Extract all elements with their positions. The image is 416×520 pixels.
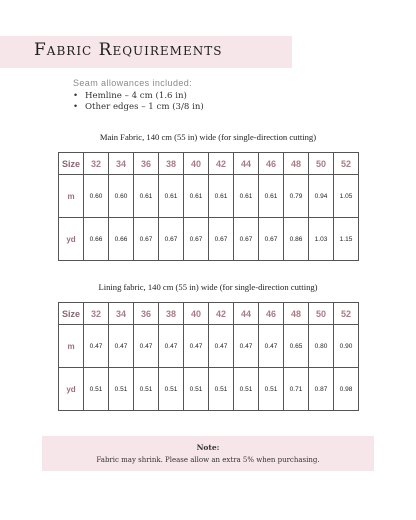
main-fabric-caption: Main Fabric, 140 cm (55 in) wide (for single-direction cutting) [99, 132, 317, 142]
note-box [42, 436, 374, 471]
note-title: Note: [196, 443, 220, 452]
size-column-header: 52 [334, 153, 359, 175]
table-cell: 0.67 [209, 218, 234, 261]
table-cell: 0.94 [309, 175, 334, 218]
table-cell: 0.51 [84, 368, 109, 411]
seam-allowances-heading: Seam allowances included: [73, 78, 193, 88]
size-column-header: 42 [209, 303, 234, 325]
table-cell: 0.51 [209, 368, 234, 411]
table-cell: 0.61 [209, 175, 234, 218]
table-cell: 0.65 [284, 325, 309, 368]
table-cell: 0.61 [134, 175, 159, 218]
table-cell: 0.66 [84, 218, 109, 261]
size-column-header: 48 [284, 153, 309, 175]
size-column-header: 42 [209, 153, 234, 175]
table-cell: 0.66 [109, 218, 134, 261]
size-column-header: 38 [159, 153, 184, 175]
table-cell: 0.79 [284, 175, 309, 218]
table-cell: 0.61 [259, 175, 284, 218]
size-column-header: 44 [234, 153, 259, 175]
table-cell: 0.47 [209, 325, 234, 368]
size-column-header: 46 [259, 153, 284, 175]
table-cell: 0.51 [259, 368, 284, 411]
list-item [73, 91, 204, 102]
table-cell: 0.80 [309, 325, 334, 368]
page-title: Fabric Requirements [34, 40, 223, 60]
size-column-header: 50 [309, 153, 334, 175]
table-cell: 0.67 [134, 218, 159, 261]
size-header: Size [59, 153, 84, 175]
table-cell: 0.51 [109, 368, 134, 411]
unit-label: yd [59, 218, 84, 261]
table-cell: 0.47 [234, 325, 259, 368]
size-column-header: 48 [284, 303, 309, 325]
size-column-header: 38 [159, 303, 184, 325]
table-cell: 0.47 [159, 325, 184, 368]
table-cell: 0.51 [134, 368, 159, 411]
size-column-header: 44 [234, 303, 259, 325]
size-header: Size [59, 303, 84, 325]
table-header-row [59, 153, 359, 175]
unit-label: yd [59, 368, 84, 411]
main-fabric-table [58, 152, 359, 261]
unit-label: m [59, 325, 84, 368]
table-cell: 0.60 [84, 175, 109, 218]
table-cell: 0.61 [184, 175, 209, 218]
size-column-header: 46 [259, 303, 284, 325]
table-cell: 0.86 [284, 218, 309, 261]
size-column-header: 32 [84, 153, 109, 175]
table-cell: 0.51 [184, 368, 209, 411]
table-row [59, 368, 359, 411]
table-cell: 0.47 [259, 325, 284, 368]
size-column-header: 34 [109, 153, 134, 175]
table-cell: 0.51 [159, 368, 184, 411]
table-cell: 0.61 [234, 175, 259, 218]
table-cell: 0.98 [334, 368, 359, 411]
size-column-header: 36 [134, 303, 159, 325]
bullet-icon: • [73, 91, 79, 101]
size-column-header: 34 [109, 303, 134, 325]
table-cell: 0.67 [234, 218, 259, 261]
table-cell: 0.67 [159, 218, 184, 261]
table-cell: 0.47 [184, 325, 209, 368]
table-row [59, 175, 359, 218]
size-column-header: 50 [309, 303, 334, 325]
table-header-row [59, 303, 359, 325]
table-cell: 1.05 [334, 175, 359, 218]
table-cell: 0.61 [159, 175, 184, 218]
table-cell: 0.47 [84, 325, 109, 368]
list-item [73, 102, 204, 113]
seam-item-hemline: Hemline – 4 cm (1.6 in) [85, 91, 187, 101]
table-cell: 0.67 [259, 218, 284, 261]
size-column-header: 40 [184, 303, 209, 325]
table-cell: 0.51 [234, 368, 259, 411]
note-text: Fabric may shrink. Please allow an extra 5% when purchasing. [96, 456, 320, 464]
table-cell: 0.67 [184, 218, 209, 261]
seam-item-other-edges: Other edges – 1 cm (3/8 in) [85, 102, 204, 112]
table-cell: 0.47 [109, 325, 134, 368]
table-row [59, 325, 359, 368]
size-column-header: 32 [84, 303, 109, 325]
size-column-header: 40 [184, 153, 209, 175]
table-cell: 0.47 [134, 325, 159, 368]
bullet-icon: • [73, 102, 79, 112]
size-column-header: 36 [134, 153, 159, 175]
table-cell: 0.87 [309, 368, 334, 411]
seam-allowances-list [73, 91, 204, 113]
table-cell: 0.90 [334, 325, 359, 368]
table-cell: 1.15 [334, 218, 359, 261]
lining-fabric-table [58, 302, 359, 411]
table-cell: 0.71 [284, 368, 309, 411]
lining-fabric-caption: Lining fabric, 140 cm (55 in) wide (for single-direction cutting) [98, 282, 318, 292]
table-cell: 1.03 [309, 218, 334, 261]
unit-label: m [59, 175, 84, 218]
table-row [59, 218, 359, 261]
size-column-header: 52 [334, 303, 359, 325]
table-cell: 0.60 [109, 175, 134, 218]
